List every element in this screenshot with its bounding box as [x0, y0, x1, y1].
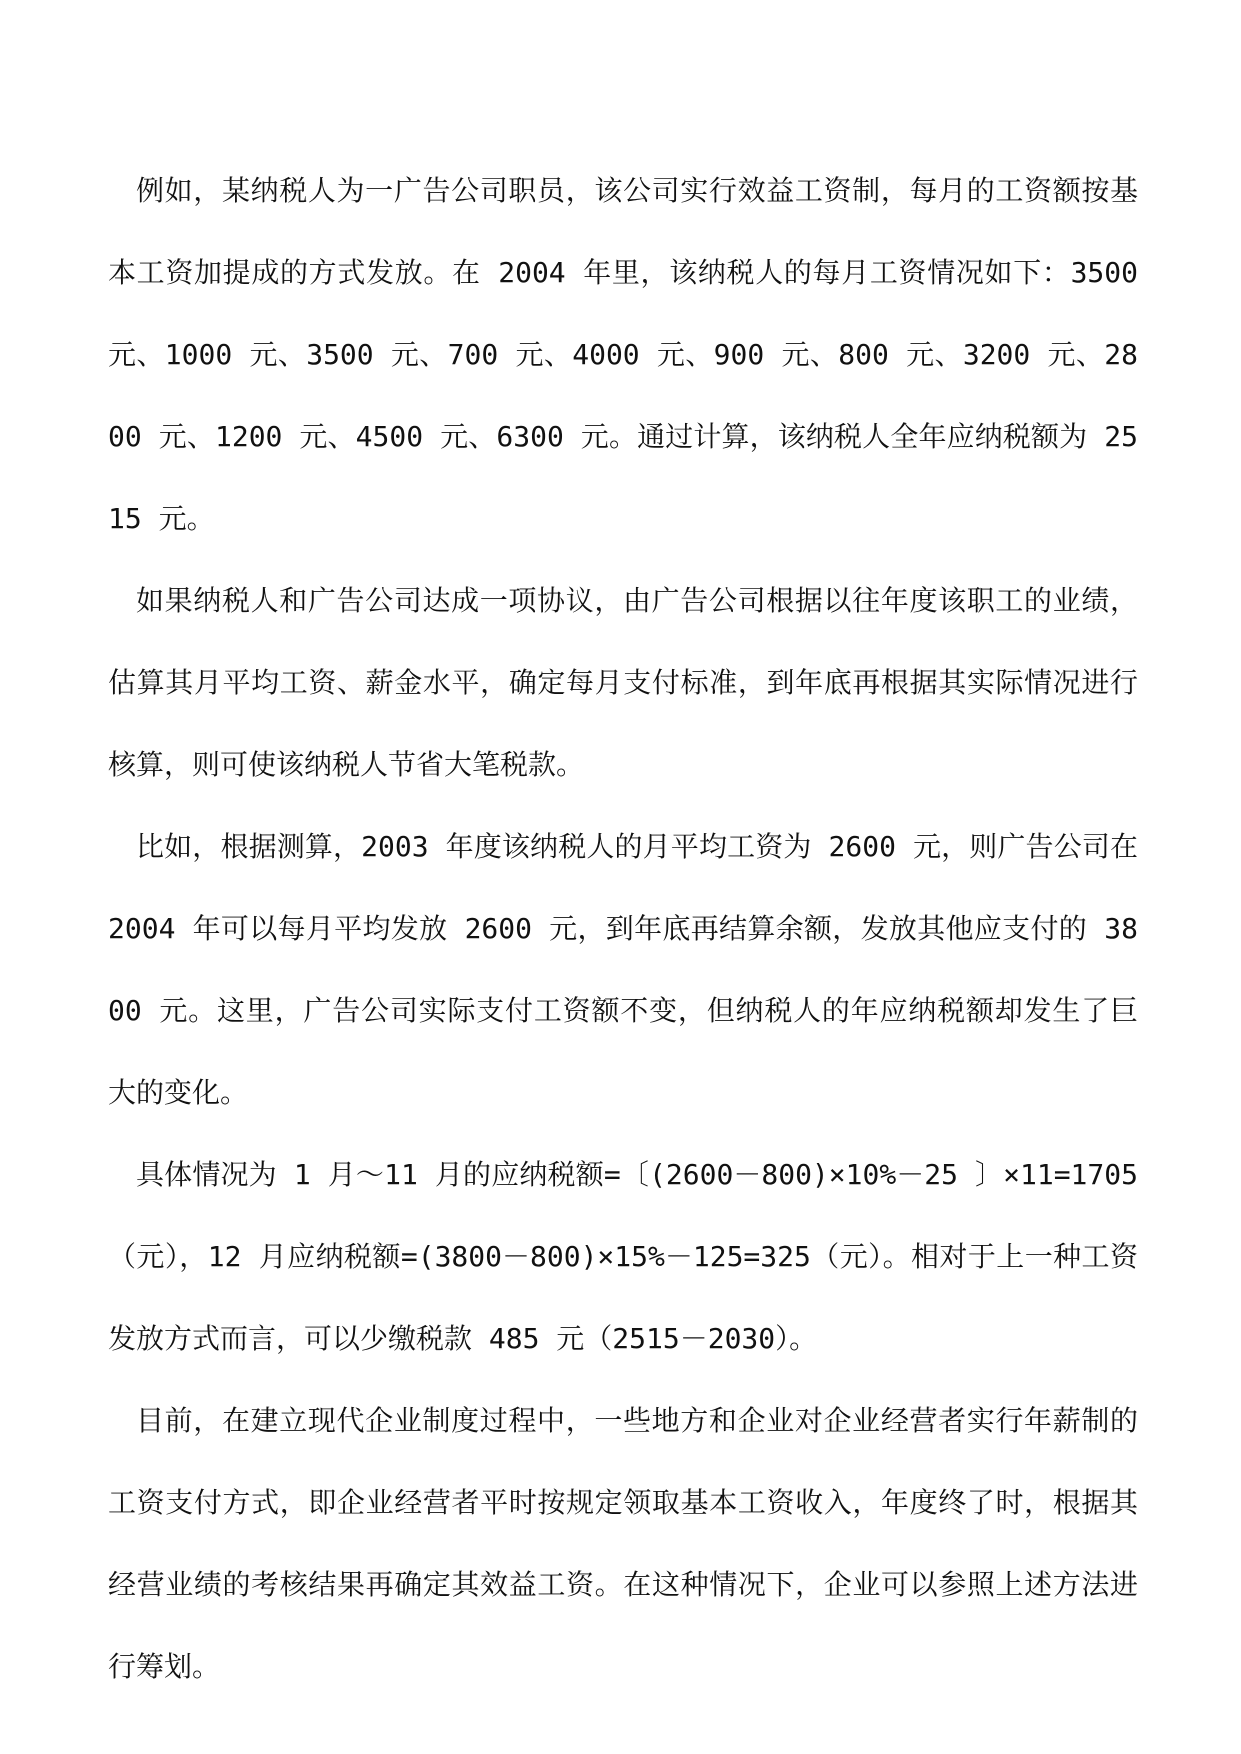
paragraph-agreement: 如果纳税人和广告公司达成一项协议，由广告公司根据以往年度该职工的业绩，估算其月平均工资、薪金水平，确定每月支付标准，到年底再根据其实际情况进行核算，则可使该纳税人节省大笔税款。 — [108, 584, 1138, 781]
paragraph-tax-detail: 具体情况为 1 月～11 月的应纳税额=〔(2600－800)×10%－25 〕×11=1705（元），12 月应纳税额=(3800－800)×15%－125=325（元）。相对于上一种工资发放方式而言，可以少缴税款 485 元（2515－2030）。 — [108, 1158, 1138, 1355]
paragraph-annual-salary-system: 目前，在建立现代企业制度过程中，一些地方和企业对企业经营者实行年薪制的工资支付方式，即企业经营者平时按规定领取基本工资收入，年度终了时，根据其经营业绩的考核结果再确定其效益工资。在这种情况下，企业可以参照上述方法进行筹划。 — [108, 1404, 1138, 1683]
document-body — [108, 150, 1138, 1708]
paragraph-example-salary: 例如，某纳税人为一广告公司职员，该公司实行效益工资制，每月的工资额按基本工资加提成的方式发放。在 2004 年里，该纳税人的每月工资情况如下：3500 元、1000 元、3500 元、700 元、4000 元、900 元、800 元、3200 元、2800 元、1200 元、4500 元、6300 元。通过计算，该纳税人全年应纳税额为 2515 元。 — [108, 174, 1138, 535]
paragraph-calculation-example: 比如，根据测算，2003 年度该纳税人的月平均工资为 2600 元，则广告公司在 2004 年可以每月平均发放 2600 元，到年底再结算余额，发放其他应支付的 3800 元。这里，广告公司实际支付工资额不变，但纳税人的年应纳税额却发生了巨大的变化。 — [108, 830, 1138, 1109]
